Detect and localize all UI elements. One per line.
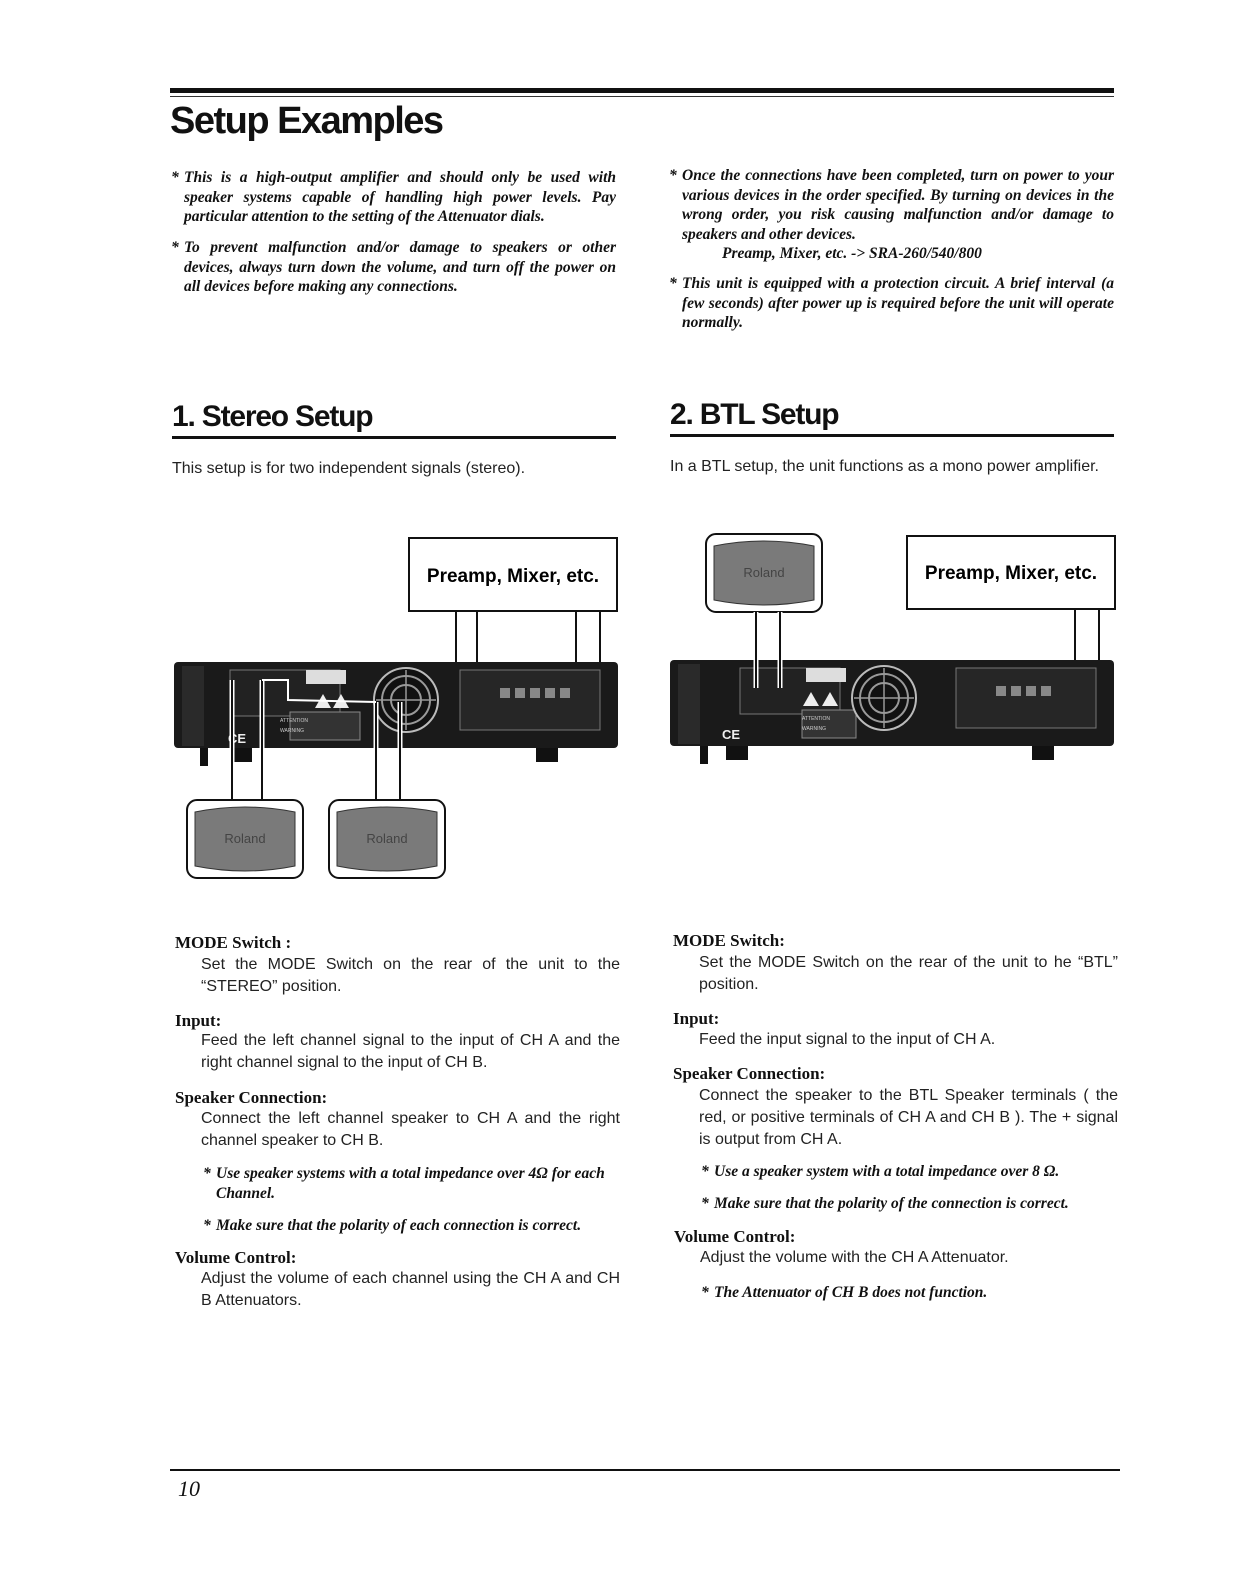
stereo-setup-title: 1. Stereo Setup bbox=[172, 400, 373, 433]
preamp-mixer-label: Preamp, Mixer, etc. bbox=[426, 566, 600, 587]
stereo-title-rule bbox=[172, 436, 616, 439]
note-text: Make sure that the polarity of the connection is correct. bbox=[714, 1195, 1069, 1212]
stereo-speaker-body: Connect the left channel speaker to CH A and the right channel speaker to CH B. bbox=[201, 1110, 620, 1149]
note-bullet: * bbox=[669, 275, 677, 292]
speaker-left bbox=[187, 800, 303, 878]
btl-intro: In a BTL setup, the unit functions as a mono power amplifier. bbox=[670, 458, 1099, 475]
ce-mark: CE bbox=[722, 727, 741, 742]
btl-impedance-note bbox=[701, 1162, 1118, 1182]
header-rule-thin bbox=[170, 96, 1114, 97]
btl-mode-body: Set the MODE Switch on the rear of the unit to he “BTL” position. bbox=[699, 954, 1118, 993]
note-bullet: * bbox=[203, 1165, 211, 1182]
stereo-input-body: Feed the left channel signal to the input of CH A and the right channel signal to the input of CH B. bbox=[201, 1032, 620, 1071]
note-bullet: * bbox=[171, 169, 179, 186]
note-text: This is a high-output amplifier and should only be used with speaker systems capable of handling high power levels. Pay particular attention to the setting of the Attenuator dials. bbox=[184, 169, 616, 225]
attention-label: ATTENTION bbox=[802, 716, 830, 722]
btl-speaker-body: Connect the speaker to the BTL Speaker terminals ( the red, or positive terminals of CH A and CH B ). The + signal is output from CH A. bbox=[699, 1087, 1118, 1148]
stereo-volume-heading: Volume Control: bbox=[175, 1248, 297, 1267]
btl-speaker bbox=[706, 534, 822, 612]
note-text: Once the connections have been completed, turn on power to your various devices in the order specified. By turning on devices in the wrong order, you risk causing malfunction and/or damage to speakers and other devices. bbox=[682, 167, 1114, 243]
attention-label: ATTENTION bbox=[280, 718, 308, 724]
note-text: Use a speaker system with a total impedance over 8 Ω. bbox=[714, 1163, 1060, 1180]
page-number: 10 bbox=[178, 1476, 200, 1501]
note-text: Use speaker systems with a total impedance over 4Ω for each Channel. bbox=[216, 1165, 605, 1202]
note-text: Make sure that the polarity of each connection is correct. bbox=[216, 1217, 582, 1234]
btl-attenuator-note bbox=[701, 1283, 1118, 1303]
page-title: Setup Examples bbox=[170, 100, 443, 142]
stereo-setup-diagram bbox=[170, 530, 622, 885]
note-text: This unit is equipped with a protection circuit. A brief interval (a few seconds) after power up is required before the unit will operate normally. bbox=[682, 275, 1114, 331]
speaker-brand: Roland bbox=[366, 831, 408, 846]
stereo-mode-body: Set the MODE Switch on the rear of the unit to the “STEREO” position. bbox=[201, 956, 620, 995]
note-bullet: * bbox=[701, 1284, 709, 1301]
speaker-right bbox=[329, 800, 445, 878]
header-rule-thick bbox=[170, 88, 1114, 93]
note-text: The Attenuator of CH B does not function. bbox=[714, 1284, 988, 1301]
btl-setup-title: 2. BTL Setup bbox=[670, 398, 839, 431]
ce-mark: CE bbox=[228, 731, 247, 746]
note-bullet: * bbox=[171, 239, 179, 256]
btl-input-body: Feed the input signal to the input of CH A. bbox=[699, 1031, 996, 1048]
btl-mode-heading: MODE Switch: bbox=[673, 931, 785, 950]
note-bullet: * bbox=[701, 1163, 709, 1180]
stereo-volume-body: Adjust the volume of each channel using the CH A and CH B Attenuators. bbox=[201, 1270, 620, 1309]
btl-speaker-heading: Speaker Connection: bbox=[673, 1064, 826, 1083]
note-text: To prevent malfunction and/or damage to speakers or other devices, always turn down the volume, and turn off the power on all devices before making any connections. bbox=[184, 239, 616, 295]
note-power-order bbox=[669, 166, 1114, 264]
note-bullet: * bbox=[203, 1217, 211, 1234]
warning-label: WARNING bbox=[802, 726, 826, 732]
note-bullet: * bbox=[701, 1195, 709, 1212]
note-high-output bbox=[171, 168, 616, 227]
speaker-brand: Roland bbox=[224, 831, 266, 846]
preamp-mixer-label: Preamp, Mixer, etc. bbox=[924, 563, 1098, 584]
amplifier-rear-panel bbox=[670, 660, 1114, 764]
amplifier-rear-panel bbox=[174, 662, 618, 766]
btl-input-heading: Input: bbox=[673, 1009, 720, 1028]
stereo-mode-heading: MODE Switch : bbox=[175, 933, 292, 952]
note-protection-circuit bbox=[669, 274, 1114, 333]
note-prevent-damage bbox=[171, 238, 616, 297]
stereo-speaker-heading: Speaker Connection: bbox=[175, 1088, 328, 1107]
btl-title-rule bbox=[670, 434, 1114, 437]
warning-label: WARNING bbox=[280, 728, 304, 734]
stereo-impedance-note bbox=[203, 1164, 622, 1203]
footer-rule bbox=[170, 1469, 1120, 1471]
btl-volume-body: Adjust the volume with the CH A Attenuator. bbox=[700, 1249, 1009, 1266]
stereo-polarity-note bbox=[203, 1216, 622, 1236]
stereo-input-heading: Input: bbox=[175, 1011, 222, 1030]
btl-volume-heading: Volume Control: bbox=[674, 1227, 796, 1246]
speaker-brand: Roland bbox=[743, 565, 785, 580]
note-bullet: * bbox=[669, 167, 677, 184]
note-power-order-sequence: Preamp, Mixer, etc. -> SRA-260/540/800 bbox=[722, 245, 982, 262]
stereo-intro: This setup is for two independent signals (stereo). bbox=[172, 460, 526, 477]
btl-setup-diagram bbox=[666, 528, 1120, 768]
btl-polarity-note bbox=[701, 1194, 1118, 1214]
